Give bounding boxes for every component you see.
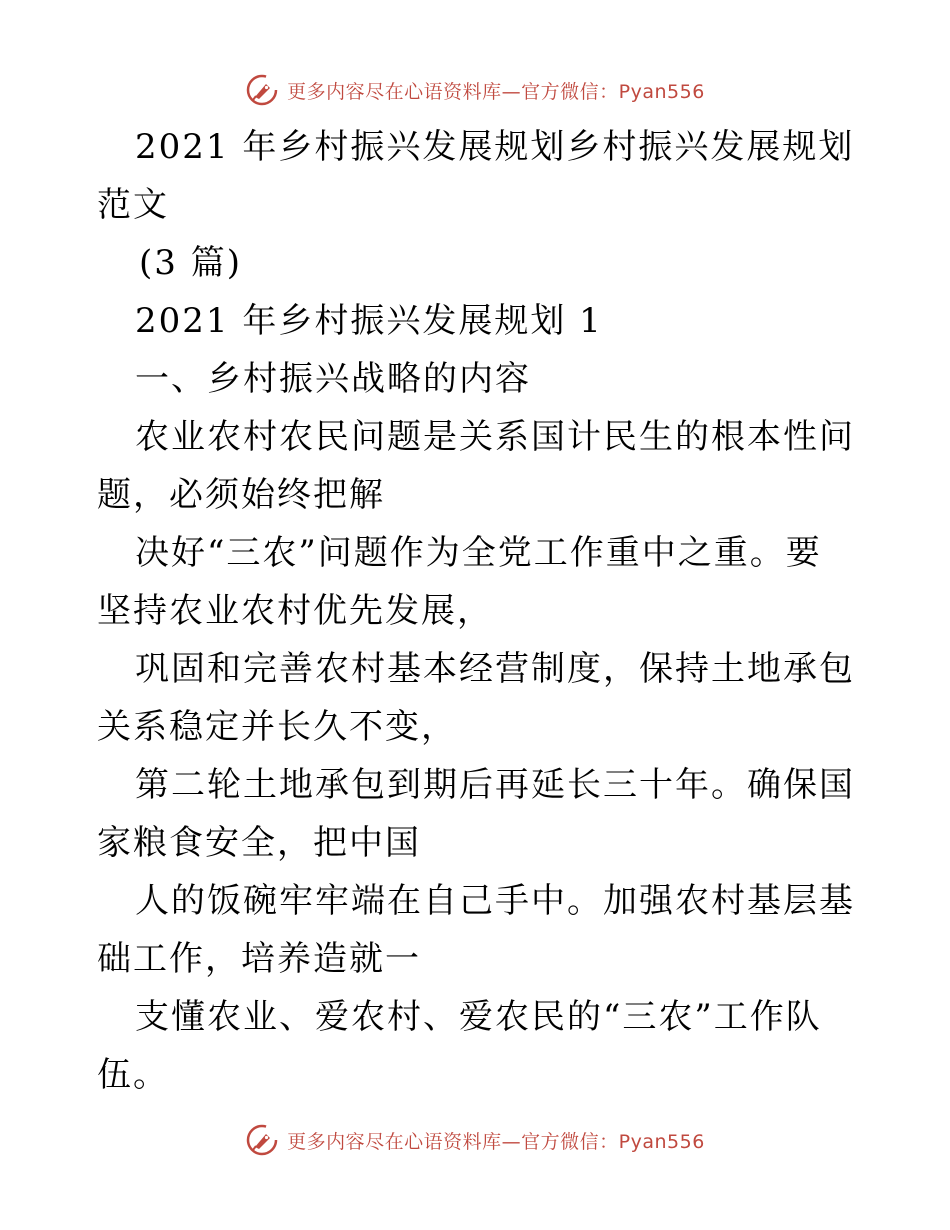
section-title: 2021 年乡村振兴发展规划 1 xyxy=(135,301,603,341)
paragraph: 决好“三农”问题作为全党工作重中之重。要坚持农业农村优先发展， xyxy=(97,533,822,631)
pen-nib-logo-icon xyxy=(245,1123,279,1157)
section-heading: 一、乡村振兴战略的内容 xyxy=(135,359,531,399)
header-banner xyxy=(0,70,950,110)
footer-banner xyxy=(0,1120,950,1160)
document-subtitle: (3 篇) xyxy=(139,243,242,283)
paragraph: 人的饭碗牢牢端在自己手中。加强农村基层基础工作，培养造就一 xyxy=(97,881,855,979)
paragraph: 支懂农业、爱农村、爱农民的“三农”工作队伍。 xyxy=(97,997,822,1095)
paragraph: 巩固和完善农村基本经营制度，保持土地承包关系稳定并长久不变， xyxy=(97,649,855,747)
document-body xyxy=(97,118,857,1104)
document-title: 2021 年乡村振兴发展规划乡村振兴发展规划范文 xyxy=(97,127,855,225)
paragraph: 农业农村农民问题是关系国计民生的根本性问题，必须始终把解 xyxy=(97,417,855,515)
paragraph: 第二轮土地承包到期后再延长三十年。确保国家粮食安全，把中国 xyxy=(97,765,855,863)
pen-nib-logo-icon xyxy=(245,73,279,107)
header-banner-text: 更多内容尽在心语资料库—官方微信：Pyan556 xyxy=(287,80,705,103)
footer-banner-text: 更多内容尽在心语资料库—官方微信：Pyan556 xyxy=(287,1130,705,1153)
